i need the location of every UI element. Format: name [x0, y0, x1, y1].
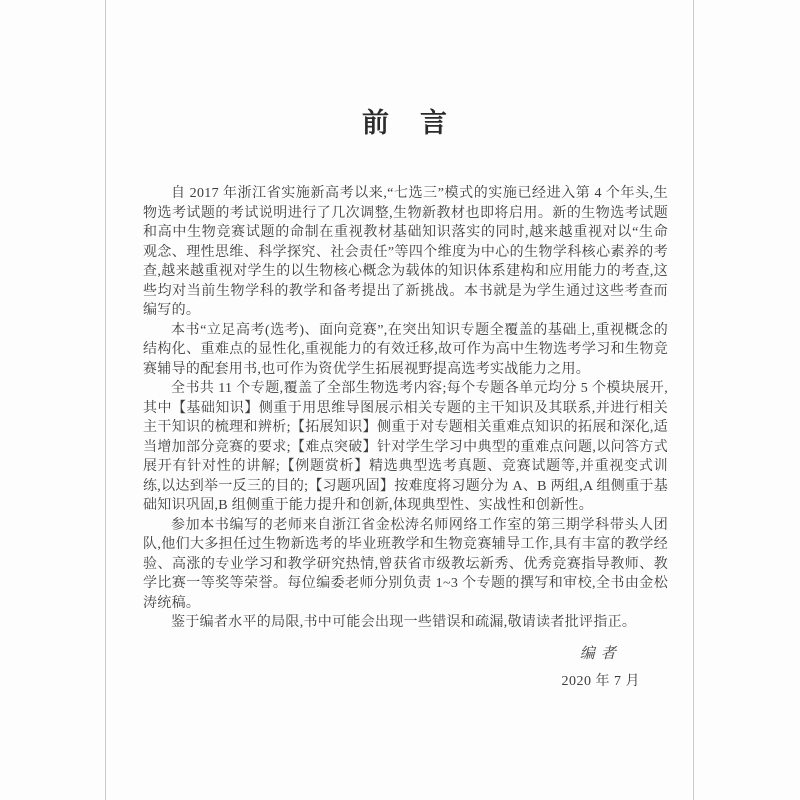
- page-title: 前 言: [362, 108, 449, 138]
- signature-inner: [562, 642, 641, 690]
- preface-paragraph-5: 鉴于编者水平的局限,书中可能会出现一些错误和疏漏,敬请读者批评指正。: [171, 615, 637, 630]
- preface-paragraph-3: 全书共 11 个专题,覆盖了全部生物选考内容;每个专题各单元均分 5 个模块展开,其中【基础知识】侧重于用思维导图展示相关专题的主干知识及其联系,并进行相关主干知识的梳理和辨析;【拓展知识】侧重于对专题相关重难点知识的拓展和深化,适当增加部分竞赛的要求;【难点突破】针对学生学习中典型的重难点问题,以问答方式展开有针对性的讲解;【例题赏析】精选典型选考真题、竞赛试题等,并重视变式训练,以达到举一反三的目的;【习题巩固】按难度将习题分为 A、B 两组,A 组侧重于基础知识巩固,B 组侧重于能力提升和创新,体现典型性、实战性和创新性。: [143, 381, 668, 513]
- preface-paragraph-4: 参加本书编写的老师来自浙江省金松涛名师网络工作室的第三期学科带头人团队,他们大多担任过生物新选考的毕业班教学和生物竞赛辅导工作,具有丰富的教学经验、高涨的专业学习和教学研究热情,曾获省市级教坛新秀、优秀竞赛指导教师、教学比赛一等奖等荣誉。每位编委老师分别负责 1~3 个专题的撰写和审校,全书由金松涛统稿。: [143, 517, 668, 611]
- author-signature: 编者: [579, 645, 622, 662]
- page-edge-right: [693, 0, 694, 800]
- preface-body: [143, 184, 668, 633]
- preface-paragraph-2: 本书“立足高考(选考)、面向竞赛”,在突出知识专题全覆盖的基础上,重视概念的结构化、重难点的显性化,重视能力的有效迁移,故可作为高中生物选考学习和生物竞赛辅导的配套用书,也可作为资优学生拓展视野提高选考实战能力之用。: [143, 322, 668, 377]
- signature-block: [143, 642, 668, 690]
- preface-content: [143, 106, 668, 690]
- signature-date: 2020 年 7 月: [561, 673, 640, 689]
- preface-paragraph-1: 自 2017 年浙江省实施新高考以来,“七选三”模式的实施已经进入第 4 个年头,生物选考试题的考试说明进行了几次调整,生物新教材也即将启用。新的生物选考试题和高中生物竞赛试题的命制在重视教材基础知识落实的同时,越来越重视对以“生命观念、理性思维、科学探究、社会责任”等四个维度为中心的生物学科核心素养的考查,越来越重视对学生的以生物核心概念为载体的知识体系建构和应用能力的考查,这些均对当前生物学科的教学和备考提出了新挑战。本书就是为学生通过这些考查而编写的。: [143, 186, 668, 318]
- page-edge-left: [105, 0, 106, 800]
